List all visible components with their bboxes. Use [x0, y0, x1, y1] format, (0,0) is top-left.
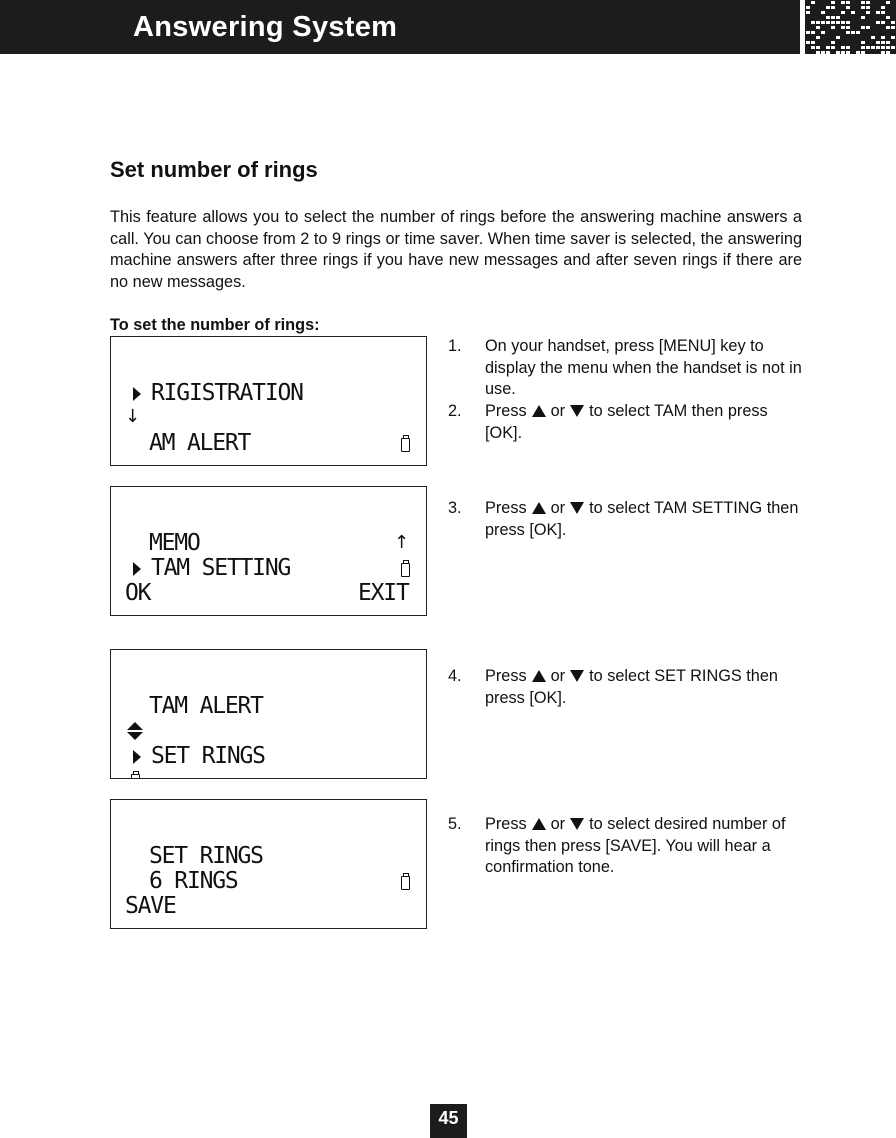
step-text: On your handset, press [MENU] key to display the menu when the handset is not in use. — [485, 337, 802, 398]
lcd-line-2: SET RINGS — [151, 743, 265, 769]
down-triangle-icon — [570, 502, 584, 514]
step-number: 5. — [448, 815, 462, 833]
or-word: or — [550, 667, 566, 685]
bin-icon — [401, 876, 410, 890]
up-down-icon — [127, 722, 143, 742]
page-number: 45 — [430, 1104, 467, 1138]
press-word: Press — [485, 815, 527, 833]
softkey-ok: OK — [125, 580, 151, 606]
lcd-line-1: TAM ALERT — [149, 693, 263, 719]
lcd-screen-3 — [110, 649, 427, 779]
step-number: 1. — [448, 337, 462, 355]
lcd-screen-1 — [110, 336, 427, 466]
or-word: or — [550, 402, 566, 420]
step-text — [485, 814, 805, 879]
cursor-icon — [133, 387, 141, 401]
header-title: Answering System — [133, 11, 398, 43]
step-text — [485, 666, 805, 709]
up-triangle-icon — [532, 502, 546, 514]
step-rest: to select desired number of rings then press [SAVE]. You will hear a confirmation tone. — [485, 815, 786, 876]
step-number: 3. — [448, 499, 462, 517]
up-triangle-icon — [532, 405, 546, 417]
lcd-screen-2 — [110, 486, 427, 616]
press-word: Press — [485, 667, 527, 685]
cursor-icon — [133, 562, 141, 576]
press-word: Press — [485, 402, 527, 420]
cursor-icon — [133, 750, 141, 764]
section-title: Set number of rings — [110, 157, 318, 182]
or-word: or — [550, 815, 566, 833]
softkey-save: SAVE — [125, 893, 176, 919]
down-triangle-icon — [570, 670, 584, 682]
lcd-line-1: RIGISTRATION — [151, 380, 303, 406]
lcd-line-2: TAM SETTING — [151, 555, 291, 581]
header-pattern-icon — [805, 0, 896, 54]
lcd-line-1: MEMO — [149, 530, 200, 556]
lcd-line-1: SET RINGS — [149, 843, 263, 869]
lcd-line-2: AM ALERT — [149, 430, 251, 456]
down-triangle-icon — [570, 405, 584, 417]
procedure-heading: To set the number of rings: — [110, 316, 320, 334]
lcd-screen-4 — [110, 799, 427, 929]
down-arrow-icon: ↓ — [125, 406, 141, 427]
bin-icon — [401, 563, 410, 577]
bin-icon — [131, 774, 140, 779]
header-bar — [0, 0, 800, 54]
step-text — [485, 401, 805, 444]
softkey-exit: EXIT — [358, 580, 409, 606]
press-word: Press — [485, 499, 527, 517]
lcd-line-2: 6 RINGS — [149, 868, 238, 894]
up-triangle-icon — [532, 670, 546, 682]
bin-icon — [401, 438, 410, 452]
down-triangle-icon — [570, 818, 584, 830]
step-number: 2. — [448, 402, 462, 420]
step-rest: to select SET RINGS then press [OK]. — [485, 667, 778, 707]
up-triangle-icon — [532, 818, 546, 830]
step-rest: to select TAM then press [OK]. — [485, 402, 768, 442]
or-word: or — [550, 499, 566, 517]
up-arrow-icon: ↑ — [394, 532, 410, 553]
step-number: 4. — [448, 667, 462, 685]
step-text — [485, 498, 805, 541]
intro-paragraph: This feature allows you to select the number of rings before the answering machine answers a call. You can choose from 2 to 9 rings or time saver. When time saver is selected, the answering machine answers after three rings if you have new messages and after seven rings if there are no new messages. — [110, 208, 802, 291]
step-rest: to select TAM SETTING then press [OK]. — [485, 499, 799, 539]
